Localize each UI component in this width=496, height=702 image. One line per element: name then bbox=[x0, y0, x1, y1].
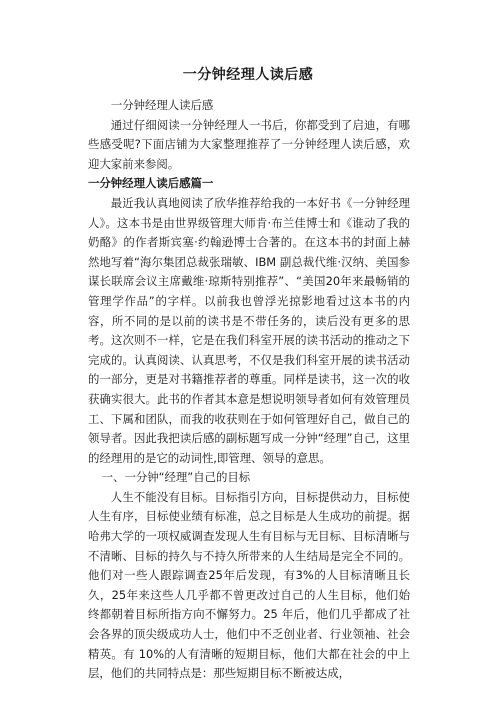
document-title: 一分钟经理人读后感 bbox=[182, 67, 314, 83]
paragraph: 通过仔细阅读一分钟经理人一书后，你都受到了启迪，有哪些感受呢?下面店铺为大家整理推荐了一分钟经理人读后感，欢迎大家前来参阅。 bbox=[88, 117, 410, 171]
paragraph: 最近我认真地阅读了欣华推荐给我的一本好书《一分钟经理人》。这本书是由世界级管理大师肯·布兰佳博士和《谁动了我的奶酪》的作者斯宾塞·约翰逊博士合著的。在这本书的封面上赫然地写着“海尔集团总裁张瑞敏、IBM 副总裁代维·汉纳、美国参谋长联席会议主席戴维·琼斯特别推荐”、“美国20年来最畅销的管理学作品”的字样。以前我也曾浮光掠影地看过这本书的内容，所不同的是以前的读书是不带任务的，读后没有更多的思考。这次则不一样，它是在我们科室开展的读书活动的推动之下完成的。认真阅读、认真思考，不仅是我们科室开展的读书活动的一部分，更是对书籍推荐者的尊重。同样是读书，这一次的收获确实很大。此书的作者其本意是想说明领导者如何有效管理员工、下属和团队，而我的收获则在于如何管理好自己，做自己的领导者。因此我把读后感的副标题写成一分钟“经理”自己，这里的经理用的是它的动词性,即管理、领导的意思。 bbox=[88, 195, 410, 465]
document-body bbox=[88, 96, 410, 684]
paragraph: 人生不能没有目标。目标指引方向，目标提供动力，目标使人生有序，目标使业绩有标准，总之目标是人生成功的前提。据哈弗大学的一项权威调查发现人生有目标与无目标、目标清晰与不清晰、目标的持久与不持久所带来的人生结局是完全不同的。他们对一些人跟踪调查25年后发现，有3%的人目标清晰且长久，25年来这些人几乎都不曾更改过自己的人生目标，他们始终都朝着目标所指方向不懈努力。25 年后，他们几乎都成了社会各界的顶尖级成功人士，他们中不乏创业者、行业领袖、社会精英。有 10%的人有清晰的短期目标，他们大都在社会的中上层，他们的共同特点是：那些短期目标不断被达成， bbox=[88, 489, 410, 681]
subsection-heading: 一、一分钟“经理”自己的目标 bbox=[101, 470, 251, 485]
section-heading: 一分钟经理人读后感篇一 bbox=[88, 176, 214, 191]
paragraph: 一分钟经理人读后感 bbox=[110, 98, 214, 112]
